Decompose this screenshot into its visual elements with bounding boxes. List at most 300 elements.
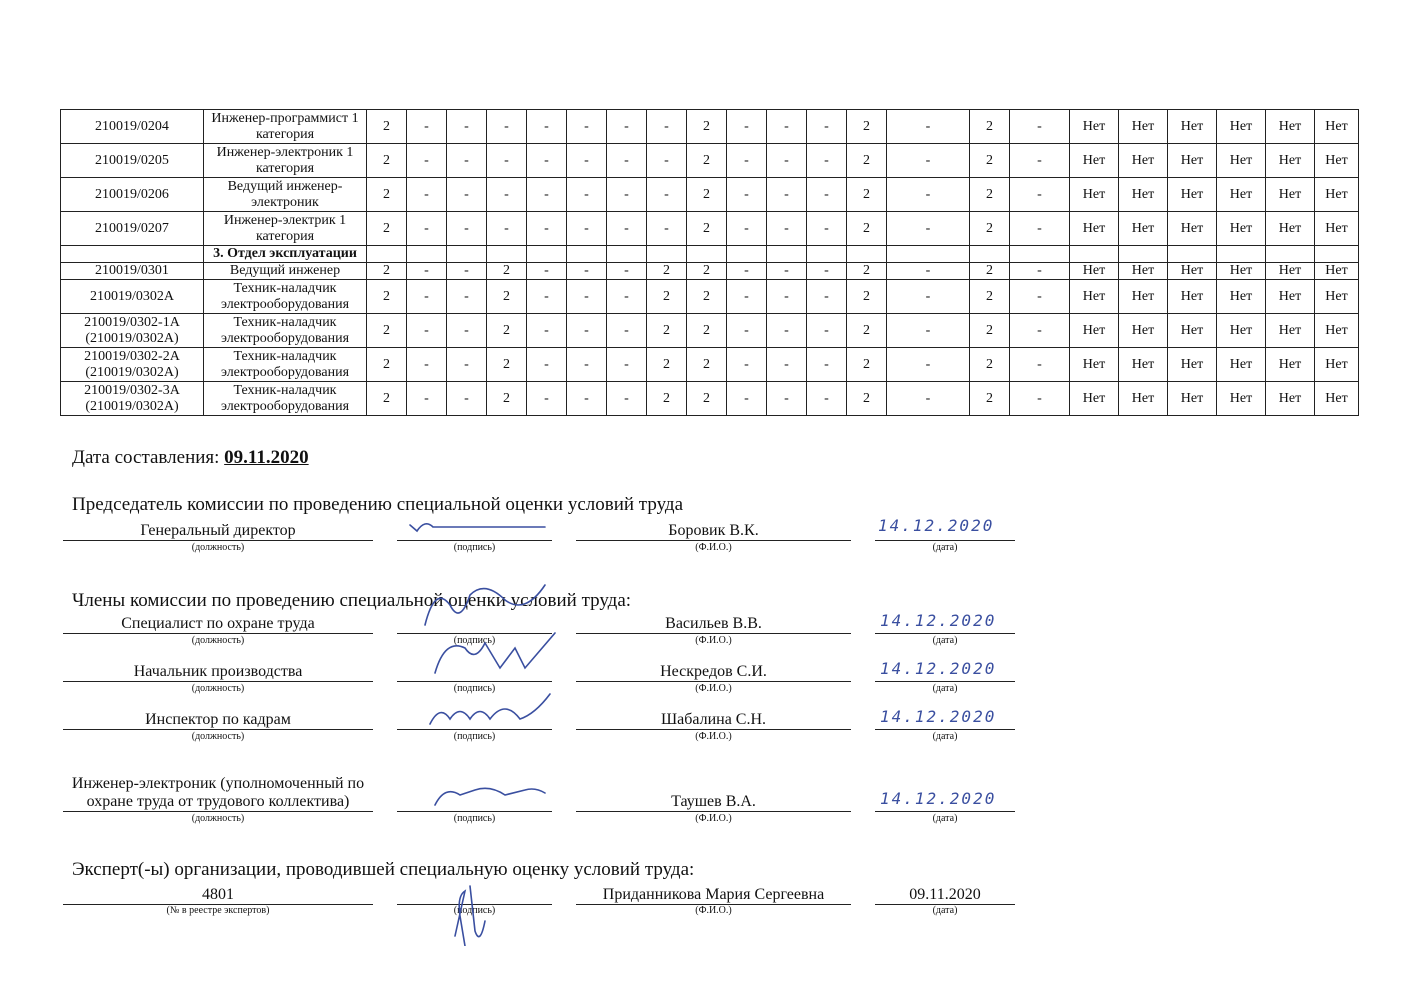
table-cell: - (567, 178, 607, 212)
table-cell: 2 (970, 110, 1010, 144)
table-cell: 2 (367, 212, 407, 246)
table-cell: 2 (687, 314, 727, 348)
table-cell (847, 246, 887, 263)
table-cell: Нет (1070, 110, 1119, 144)
table-cell: Нет (1168, 144, 1217, 178)
workplace-code: 210019/0204 (61, 110, 204, 144)
table-cell: 2 (687, 382, 727, 416)
table-cell: - (447, 348, 487, 382)
table-cell: 2 (367, 382, 407, 416)
table-cell: 2 (647, 314, 687, 348)
table-cell: 2 (687, 263, 727, 280)
position-name: Ведущий инженер-электроник (204, 178, 367, 212)
table-cell: - (407, 280, 447, 314)
table-row (61, 178, 1359, 212)
table-cell: - (527, 382, 567, 416)
table-row (61, 212, 1359, 246)
section-row (61, 246, 1359, 263)
table-cell: Нет (1119, 314, 1168, 348)
workplace-code: 210019/0302-1А (210019/0302А) (61, 314, 204, 348)
table-cell: 2 (970, 144, 1010, 178)
member-name-text: Шабалина С.Н. (660, 711, 767, 728)
table-cell: - (727, 348, 767, 382)
table-cell: 2 (367, 144, 407, 178)
table-cell: - (647, 212, 687, 246)
table-cell: - (447, 110, 487, 144)
field-caption: (№ в реестре экспертов) (166, 905, 270, 916)
table-cell (407, 246, 447, 263)
chairman-heading: Председатель комиссии по проведению специальной оценки условий труда (72, 494, 683, 515)
table-cell: Нет (1119, 178, 1168, 212)
table-cell: - (567, 110, 607, 144)
table-cell: - (727, 178, 767, 212)
table-cell: - (1010, 110, 1070, 144)
position-name: Техник-наладчик электрооборудования (204, 348, 367, 382)
table-cell: Нет (1315, 144, 1359, 178)
table-cell: - (887, 178, 970, 212)
table-row (61, 144, 1359, 178)
field-caption: (должность) (191, 731, 245, 742)
table-cell: - (567, 382, 607, 416)
field-caption: (Ф.И.О.) (695, 635, 732, 646)
experts-heading: Эксперт(-ы) организации, проводившей специальную оценку условий труда: (72, 859, 695, 880)
member-name-text: Васильев В.В. (665, 615, 762, 632)
member-position (63, 755, 373, 812)
table-cell: 2 (847, 144, 887, 178)
signature-icon (405, 684, 575, 754)
date-compiled-label: Дата составления: (72, 447, 220, 468)
table-cell: 2 (367, 280, 407, 314)
signature-icon (405, 497, 575, 567)
table-cell: 2 (367, 348, 407, 382)
date-compiled (72, 447, 309, 469)
table-cell: - (407, 382, 447, 416)
table-cell: Нет (1315, 178, 1359, 212)
chairman-name-text: Боровик В.К. (668, 522, 759, 539)
table-cell: - (607, 314, 647, 348)
table-cell (607, 246, 647, 263)
table-cell: 2 (687, 110, 727, 144)
table-cell: - (487, 110, 527, 144)
table-cell: - (447, 263, 487, 280)
table-cell: - (807, 280, 847, 314)
table-cell: 2 (847, 110, 887, 144)
table-cell: - (887, 110, 970, 144)
table-cell: 2 (687, 178, 727, 212)
table-cell: - (487, 178, 527, 212)
table-cell: - (807, 212, 847, 246)
table-cell: - (527, 348, 567, 382)
table-cell: - (887, 212, 970, 246)
chairman-name (576, 519, 851, 541)
table-cell: - (807, 382, 847, 416)
table-cell (1217, 246, 1266, 263)
position-name: Техник-наладчик электрооборудования (204, 382, 367, 416)
table-cell: Нет (1266, 348, 1315, 382)
table-cell: - (767, 110, 807, 144)
table-row (61, 263, 1359, 280)
field-caption: (Ф.И.О.) (695, 542, 732, 553)
table-cell: - (567, 348, 607, 382)
table-cell: - (807, 314, 847, 348)
table-cell: Нет (1070, 144, 1119, 178)
table-cell: Нет (1217, 263, 1266, 280)
table-cell: Нет (1217, 314, 1266, 348)
table-cell: 2 (487, 348, 527, 382)
table-cell: 2 (487, 382, 527, 416)
table-cell: - (887, 348, 970, 382)
table-cell: - (767, 314, 807, 348)
table-cell: - (767, 263, 807, 280)
table-cell: 2 (647, 280, 687, 314)
table-cell: 2 (687, 348, 727, 382)
table-cell: Нет (1168, 382, 1217, 416)
table-cell: - (607, 178, 647, 212)
table-row (61, 382, 1359, 416)
table-cell: 2 (487, 280, 527, 314)
table-cell (567, 246, 607, 263)
table-cell: - (407, 110, 447, 144)
table-cell: 2 (687, 212, 727, 246)
field-caption: (подпись) (453, 635, 496, 646)
table-cell: Нет (1217, 212, 1266, 246)
position-name: Инженер-электрик 1 категория (204, 212, 367, 246)
position-name: Инженер-программист 1 категория (204, 110, 367, 144)
table-cell: - (607, 263, 647, 280)
table-cell: - (1010, 263, 1070, 280)
table-cell: - (727, 382, 767, 416)
chairman-position (63, 519, 373, 541)
table-cell: - (447, 144, 487, 178)
table-cell: Нет (1217, 144, 1266, 178)
table-cell: 2 (487, 314, 527, 348)
table-cell: Нет (1217, 280, 1266, 314)
table-cell: Нет (1119, 110, 1168, 144)
workplace-code: 210019/0302-3А (210019/0302А) (61, 382, 204, 416)
table-cell: 2 (847, 263, 887, 280)
table-cell: - (727, 144, 767, 178)
table-cell: 2 (970, 348, 1010, 382)
table-cell: Нет (1070, 178, 1119, 212)
table-cell: - (567, 314, 607, 348)
date-compiled-value: 09.11.2020 (224, 447, 309, 468)
table-cell: Нет (1168, 314, 1217, 348)
table-cell: - (447, 314, 487, 348)
position-name: Техник-наладчик электрооборудования (204, 314, 367, 348)
table-cell: - (1010, 314, 1070, 348)
member-position (63, 661, 373, 682)
table-cell: Нет (1315, 348, 1359, 382)
table-cell: - (807, 144, 847, 178)
table-cell: Нет (1315, 212, 1359, 246)
member-name (576, 755, 851, 812)
table-cell: Нет (1070, 314, 1119, 348)
member-position (63, 613, 373, 634)
handwritten-date: 14.12.2020 (880, 789, 997, 808)
workplace-code: 210019/0205 (61, 144, 204, 178)
table-cell: Нет (1217, 178, 1266, 212)
table-cell: - (527, 178, 567, 212)
table-cell: - (607, 382, 647, 416)
table-cell: Нет (1119, 382, 1168, 416)
table-cell: - (407, 178, 447, 212)
table-cell: Нет (1315, 280, 1359, 314)
table-cell: Нет (1119, 280, 1168, 314)
member-position-text: Начальник производства (133, 663, 303, 680)
table-cell: 2 (687, 280, 727, 314)
table-cell: Нет (1168, 178, 1217, 212)
table-cell: Нет (1070, 348, 1119, 382)
table-cell (527, 246, 567, 263)
table-cell: Нет (1266, 280, 1315, 314)
table-cell: Нет (1217, 382, 1266, 416)
table-cell: - (607, 144, 647, 178)
table-cell: - (807, 110, 847, 144)
table-cell: 2 (647, 348, 687, 382)
expert-registry (63, 886, 373, 905)
expert-date (875, 886, 1015, 905)
field-caption: (дата) (932, 731, 958, 742)
table-cell: Нет (1168, 280, 1217, 314)
field-caption: (подпись) (453, 905, 496, 916)
handwritten-date: 14.12.2020 (880, 707, 997, 726)
table-cell: Нет (1266, 212, 1315, 246)
member-name (576, 709, 851, 730)
table-cell: Нет (1315, 382, 1359, 416)
expert-name-text: Приданникова Мария Сергеевна (602, 886, 825, 903)
table-cell: 2 (647, 382, 687, 416)
position-name: Инженер-электроник 1 категория (204, 144, 367, 178)
field-caption: (должность) (191, 683, 245, 694)
table-cell: - (407, 212, 447, 246)
table-cell (887, 246, 970, 263)
table-cell: - (727, 280, 767, 314)
table-cell: 2 (847, 348, 887, 382)
table-cell: - (527, 144, 567, 178)
field-caption: (подпись) (453, 542, 496, 553)
field-caption: (дата) (932, 905, 958, 916)
handwritten-date: 14.12.2020 (880, 659, 997, 678)
table-cell: - (607, 110, 647, 144)
members-heading: Члены комиссии по проведению специальной оценки условий труда: (72, 590, 632, 611)
table-cell (1315, 246, 1359, 263)
field-caption: (дата) (932, 635, 958, 646)
table-cell (1119, 246, 1168, 263)
table-cell: 2 (970, 382, 1010, 416)
table-cell: - (527, 110, 567, 144)
table-cell: 2 (970, 212, 1010, 246)
table-cell: - (567, 263, 607, 280)
handwritten-date: 14.12.2020 (878, 516, 995, 535)
table-cell: - (527, 212, 567, 246)
table-cell: 2 (647, 263, 687, 280)
signature-icon (405, 876, 575, 946)
table-cell: - (447, 212, 487, 246)
section-title: 3. Отдел эксплуатации (204, 246, 367, 263)
signature-icon (405, 765, 575, 835)
table-cell: - (1010, 178, 1070, 212)
table-cell (447, 246, 487, 263)
table-cell: - (807, 348, 847, 382)
table-cell: - (1010, 212, 1070, 246)
table-cell: 2 (487, 263, 527, 280)
table-cell: - (447, 382, 487, 416)
table-cell (1266, 246, 1315, 263)
table-cell (1070, 246, 1119, 263)
table-cell: - (887, 314, 970, 348)
table-cell: 2 (367, 110, 407, 144)
table-cell: - (887, 382, 970, 416)
table-cell: Нет (1266, 110, 1315, 144)
field-caption: (Ф.И.О.) (695, 683, 732, 694)
table-cell: Нет (1070, 263, 1119, 280)
table-cell: Нет (1315, 263, 1359, 280)
table-cell: Нет (1070, 280, 1119, 314)
table-cell: - (887, 144, 970, 178)
table-cell (807, 246, 847, 263)
table-cell: - (727, 212, 767, 246)
chairman-position-text: Генеральный директор (140, 522, 296, 539)
table-cell: - (407, 314, 447, 348)
table-cell (767, 246, 807, 263)
table-cell: Нет (1119, 263, 1168, 280)
workplace-code: 210019/0301 (61, 263, 204, 280)
table-cell: 2 (847, 382, 887, 416)
table-cell: Нет (1315, 110, 1359, 144)
table-cell: - (567, 144, 607, 178)
table-cell: - (567, 212, 607, 246)
workplace-code: 210019/0302А (61, 280, 204, 314)
table-cell: 2 (970, 263, 1010, 280)
workplace-code: 210019/0302-2А (210019/0302А) (61, 348, 204, 382)
table-cell: - (527, 263, 567, 280)
field-caption: (подпись) (453, 683, 496, 694)
field-caption: (дата) (932, 813, 958, 824)
table-cell: - (807, 178, 847, 212)
table-cell: - (567, 280, 607, 314)
table-cell: 2 (970, 178, 1010, 212)
table-cell: Нет (1070, 212, 1119, 246)
workplace-code: 210019/0206 (61, 178, 204, 212)
table-row (61, 110, 1359, 144)
table-cell: - (1010, 348, 1070, 382)
table-cell: - (727, 263, 767, 280)
table-cell (487, 246, 527, 263)
table-cell: Нет (1217, 348, 1266, 382)
table-cell: - (727, 314, 767, 348)
member-position-text: Специалист по охране труда (121, 615, 315, 632)
table-cell: - (727, 110, 767, 144)
table-cell: - (767, 348, 807, 382)
field-caption: (должность) (191, 813, 245, 824)
field-caption: (Ф.И.О.) (695, 731, 732, 742)
table-cell: 2 (847, 178, 887, 212)
table-cell: - (767, 144, 807, 178)
table-cell: - (767, 178, 807, 212)
member-name (576, 613, 851, 634)
member-name-text: Таушев В.А. (671, 793, 756, 810)
table-cell: Нет (1168, 212, 1217, 246)
table-cell: - (407, 144, 447, 178)
table-cell: - (447, 280, 487, 314)
results-table (60, 109, 1359, 416)
table-cell: Нет (1266, 144, 1315, 178)
table-cell: Нет (1266, 263, 1315, 280)
table-cell: Нет (1266, 314, 1315, 348)
table-cell: Нет (1168, 110, 1217, 144)
table-cell: - (647, 144, 687, 178)
table-cell: 2 (847, 314, 887, 348)
position-name: Техник-наладчик электрооборудования (204, 280, 367, 314)
table-cell (727, 246, 767, 263)
table-cell: - (647, 110, 687, 144)
table-cell: Нет (1119, 348, 1168, 382)
table-cell: - (1010, 382, 1070, 416)
table-cell: - (767, 382, 807, 416)
expert-registry-text: 4801 (202, 886, 234, 903)
table-cell: - (407, 348, 447, 382)
field-caption: (должность) (191, 542, 245, 553)
table-cell: 2 (847, 212, 887, 246)
table-cell: - (647, 178, 687, 212)
table-cell: 2 (847, 280, 887, 314)
table-cell: - (527, 314, 567, 348)
field-caption: (дата) (932, 683, 958, 694)
table-cell: - (607, 280, 647, 314)
member-position (63, 709, 373, 730)
table-cell: - (807, 263, 847, 280)
position-name: Ведущий инженер (204, 263, 367, 280)
table-cell: Нет (1168, 348, 1217, 382)
table-cell: - (887, 263, 970, 280)
table-cell: - (487, 212, 527, 246)
field-caption: (должность) (191, 635, 245, 646)
table-cell: - (607, 212, 647, 246)
table-cell: 2 (970, 280, 1010, 314)
field-caption: (подпись) (453, 813, 496, 824)
table-cell: - (487, 144, 527, 178)
table-cell (1168, 246, 1217, 263)
table-cell: - (887, 280, 970, 314)
table-cell (647, 246, 687, 263)
table-cell: 2 (687, 144, 727, 178)
member-position-text: Инспектор по кадрам (145, 711, 291, 728)
table-cell: - (1010, 144, 1070, 178)
table-cell: - (527, 280, 567, 314)
table-cell: - (1010, 280, 1070, 314)
table-cell: - (607, 348, 647, 382)
member-name-text: Нескредов С.И. (660, 663, 767, 680)
table-cell: - (447, 178, 487, 212)
table-cell (970, 246, 1010, 263)
table-cell: Нет (1266, 178, 1315, 212)
table-cell (1010, 246, 1070, 263)
field-caption: (Ф.И.О.) (695, 813, 732, 824)
table-cell: 2 (367, 314, 407, 348)
field-caption: (дата) (932, 542, 958, 553)
table-cell: Нет (1217, 110, 1266, 144)
table-row (61, 348, 1359, 382)
table-cell: Нет (1168, 263, 1217, 280)
expert-name (576, 886, 851, 905)
table-cell: Нет (1070, 382, 1119, 416)
table-cell: 2 (970, 314, 1010, 348)
field-caption: (Ф.И.О.) (695, 905, 732, 916)
table-cell: Нет (1266, 382, 1315, 416)
table-cell: - (767, 212, 807, 246)
table-cell: Нет (1119, 144, 1168, 178)
workplace-code: 210019/0207 (61, 212, 204, 246)
